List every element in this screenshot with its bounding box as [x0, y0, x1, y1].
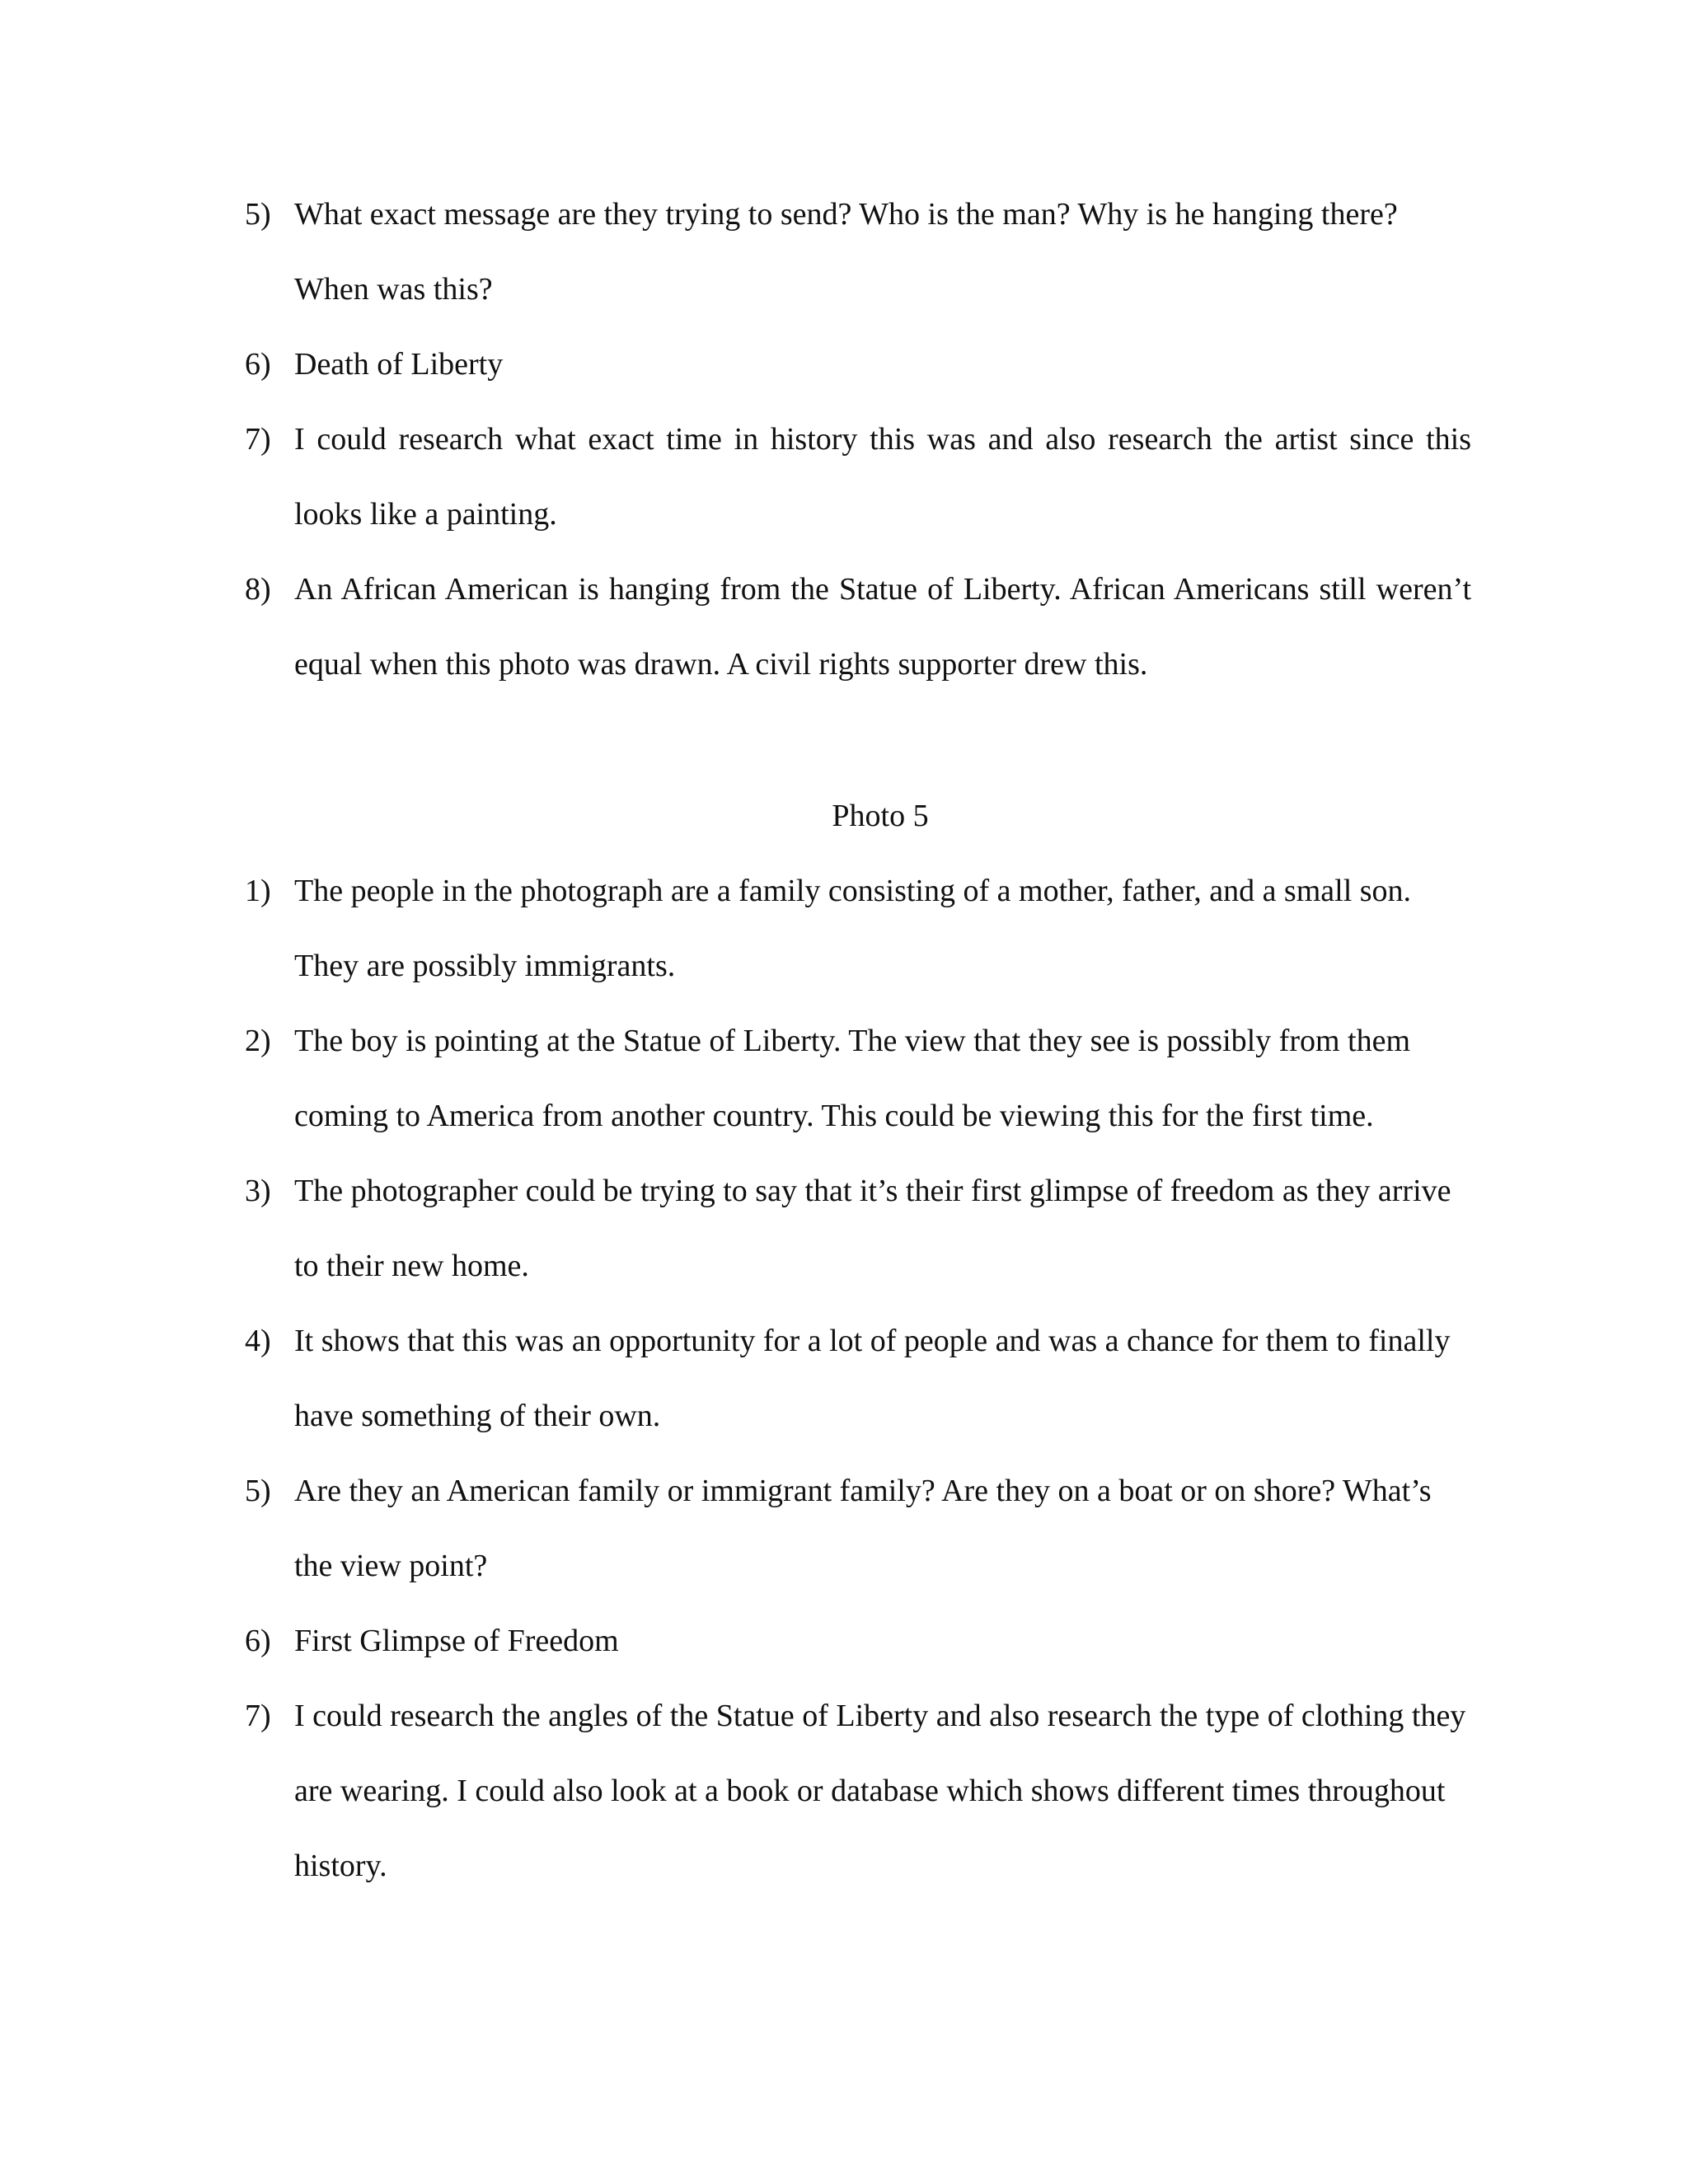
- answer-list-continued: [245, 177, 1471, 702]
- item-text: What exact message are they trying to send? Who is the man? Why is he hanging there? When was this?: [294, 197, 1398, 307]
- item-text: I could research what exact time in history this was and also research the artist since this looks like a painting.: [294, 422, 1471, 532]
- list-item: [245, 1154, 1471, 1304]
- item-number: 4): [245, 1324, 271, 1358]
- section-heading: Photo 5: [832, 799, 929, 833]
- item-number: 8): [245, 572, 271, 607]
- item-text: The boy is pointing at the Statue of Liberty. The view that they see is possibly from them coming to America from another country. This could be viewing this for the first time.: [294, 1024, 1411, 1133]
- item-text: The photographer could be trying to say that it’s their first glimpse of freedom as they arrive to their new home.: [294, 1174, 1451, 1283]
- item-text: The people in the photograph are a family consisting of a mother, father, and a small son. They are possibly immigrants.: [294, 874, 1412, 983]
- list-item: [245, 1604, 1471, 1679]
- item-text: Death of Liberty: [294, 347, 504, 382]
- list-item: [245, 854, 1471, 1004]
- list-item: [245, 1679, 1471, 1904]
- item-text: It shows that this was an opportunity for a lot of people and was a chance for them to finally have something of their own.: [294, 1324, 1451, 1433]
- item-number: 7): [245, 422, 271, 457]
- answer-list-photo-5: [245, 854, 1471, 1904]
- item-text: First Glimpse of Freedom: [294, 1624, 619, 1658]
- item-number: 5): [245, 197, 271, 232]
- list-item: [245, 402, 1471, 552]
- item-number: 3): [245, 1174, 271, 1208]
- list-item: [245, 1454, 1471, 1604]
- list-item: [245, 177, 1471, 327]
- item-number: 2): [245, 1024, 271, 1058]
- item-number: 5): [245, 1474, 271, 1508]
- list-item: [245, 1004, 1471, 1154]
- list-item: [245, 552, 1471, 702]
- item-number: 1): [245, 874, 271, 908]
- item-text: I could research the angles of the Statue of Liberty and also research the type of clothing they are wearing. I could also look at a book or database which shows different times throughout history.: [294, 1699, 1466, 1883]
- item-text: Are they an American family or immigrant family? Are they on a boat or on shore? What’s the view point?: [294, 1474, 1432, 1583]
- item-number: 6): [245, 347, 271, 382]
- item-number: 6): [245, 1624, 271, 1658]
- item-number: 7): [245, 1699, 271, 1733]
- item-text: An African American is hanging from the Statue of Liberty. African Americans still weren’t equal when this photo was drawn. A civil rights supporter drew this.: [294, 572, 1471, 682]
- list-item: [245, 327, 1471, 402]
- list-item: [245, 1304, 1471, 1454]
